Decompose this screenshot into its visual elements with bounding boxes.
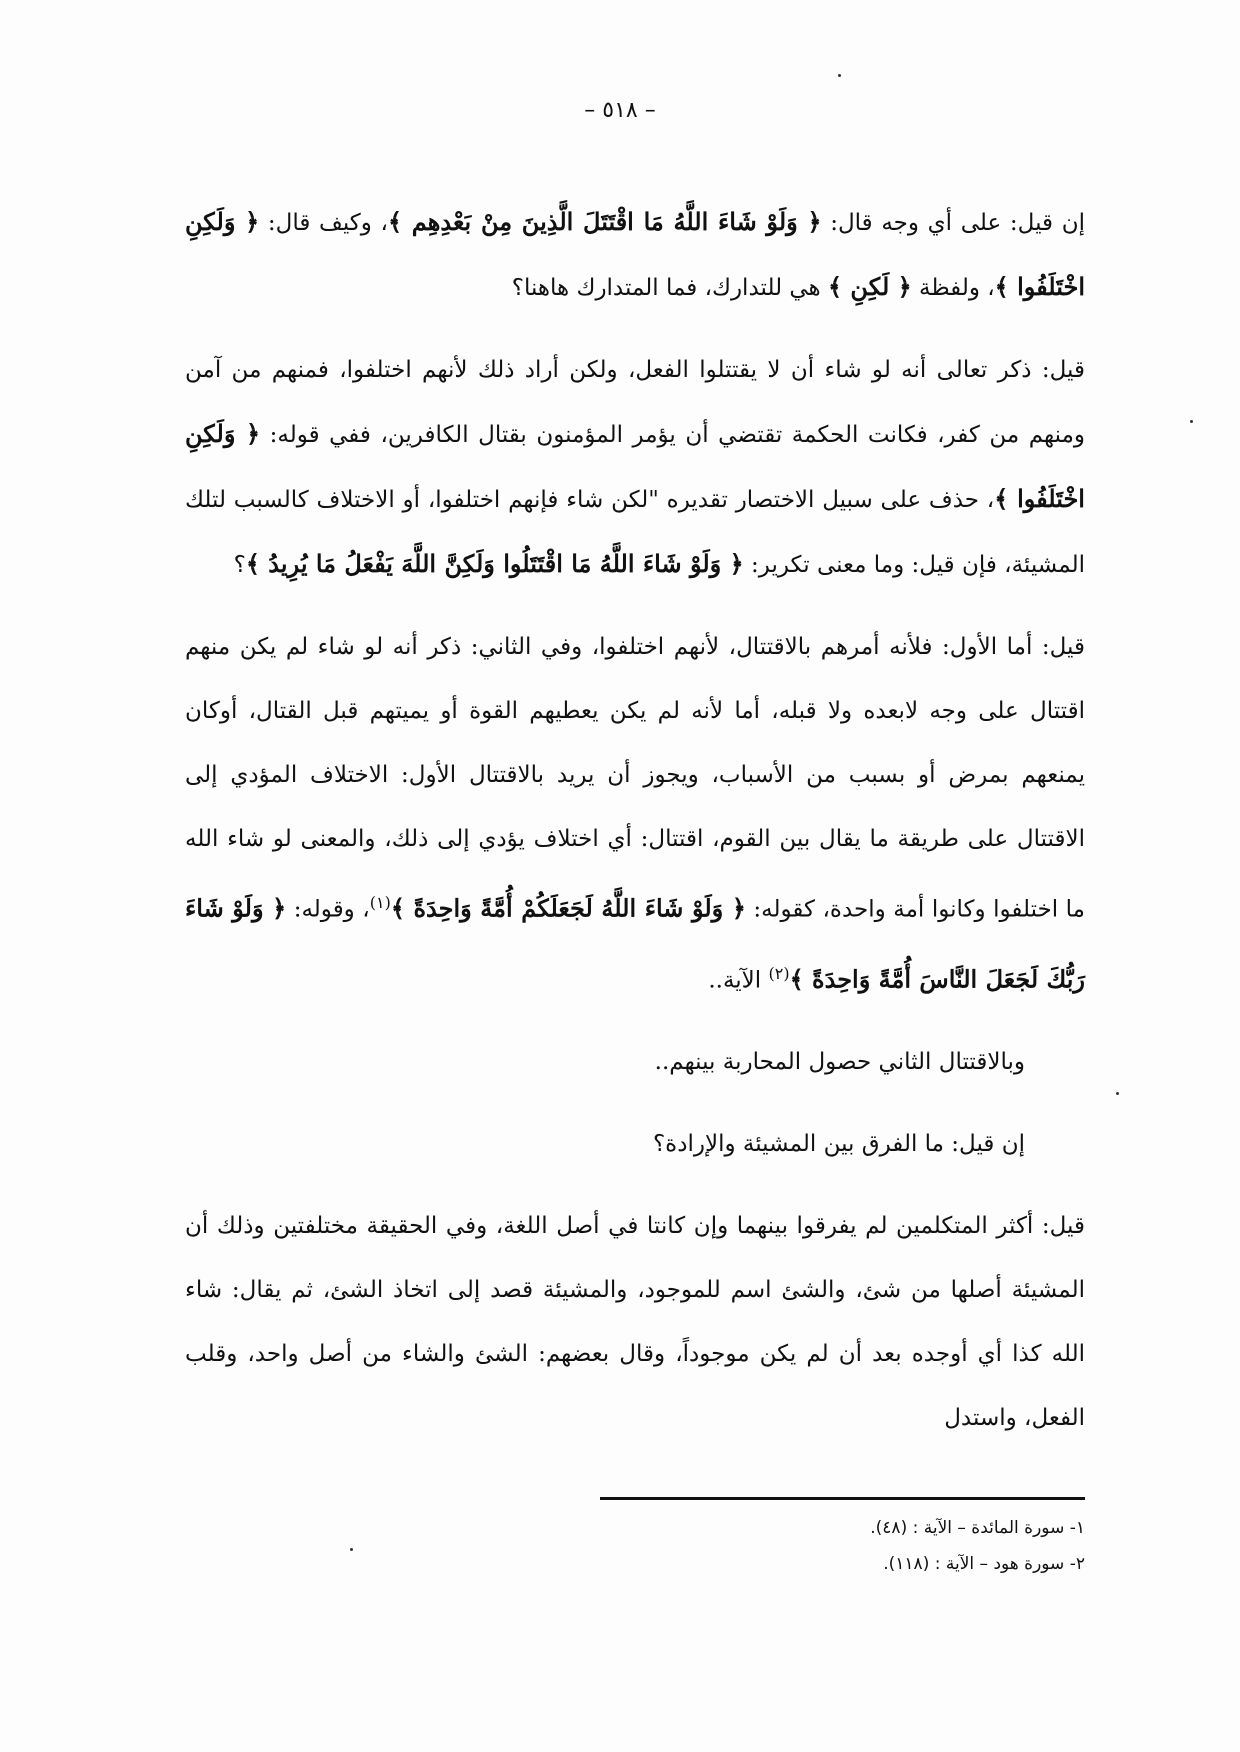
quran-verse: ﴿ لَكِنِ ﴾ [828,272,912,301]
footnote-divider [600,1497,1085,1500]
text-segment: ، ولفظة [911,275,995,301]
footnote-2: ٢- سورة هود – الآية : (١١٨). [883,1554,1085,1574]
quran-verse: ﴿ وَلَكِنِ اخْتَلَفُوا ﴾ [185,419,1085,513]
text-segment: هي للتدارك، فما المتدارك هاهنا؟ [511,275,828,301]
text-segment: الآية.. [708,967,769,994]
paragraph-4 [185,1030,1085,1094]
paragraph-2 [185,338,1085,597]
footnote-1: ١- سورة المائدة – الآية : (٤٨). [870,1518,1085,1538]
paragraph-5 [185,1112,1085,1176]
quran-verse: ﴿ وَلَوْ شَاءَ اللَّهُ لَجَعَلَكُمْ أُمَّةً وَاحِدَةً ﴾ [390,893,746,923]
scan-speck [1190,420,1193,423]
text-segment: ، حذف على سبيل الاختصار تقديره "لكن شاء فإنهم اختلفوا، أو الاختلاف كالسبب لتلك المشيئة، فإن قيل: وما معنى تكرير: [185,487,1085,578]
text-segment: ؟ [233,552,246,578]
scan-speck [838,74,841,77]
paragraph-6 [185,1194,1085,1450]
quran-verse: ﴿ وَلَوْ شَاءَ اللَّهُ مَا اقْتَتَلُوا وَلَكِنَّ اللَّهَ يَفْعَلُ مَا يُرِيدُ ﴾ [245,549,744,578]
footnotes [600,1510,1085,1582]
quran-verse: ﴿ وَلَوْ شَاءَ رَبُّكَ لَجَعَلَ النَّاسَ أُمَّةً وَاحِدَةً ﴾ [185,893,1085,994]
quran-verse: ﴿ وَلَوْ شَاءَ اللَّهُ مَا اقْتَتَلَ الَّذِينَ مِنْ بَعْدِهِم ﴾ [387,207,822,236]
quran-verse: ﴿ وَلَكِنِ اخْتَلَفُوا ﴾ [185,207,1085,301]
page-number: – ٥١٨ – [584,98,656,123]
text-segment: إن قيل: على أي وجه قال: [821,210,1085,236]
paragraph-3 [185,615,1085,1012]
text-segment: ، وقوله: [286,896,370,923]
footnote-marker[interactable]: (٢) [768,963,790,983]
scan-speck [1116,1092,1119,1095]
scan-speck [350,1548,353,1551]
body-text [185,190,1085,1450]
paragraph-1 [185,190,1085,320]
footnote-marker[interactable]: (١) [369,893,391,912]
text-segment: وبالاقتتال الثاني حصول المحاربة بينهم.. [654,1049,1025,1076]
text-segment: إن قيل: ما الفرق بين المشيئة والإرادة؟ [652,1131,1025,1158]
text-segment: ، وكيف قال: [259,210,388,236]
text-segment: قيل: أما الأول: فلأنه أمرهم بالاقتتال، لأنهم اختلفوا، وفي الثاني: ذكر أنه لو شاء لم يكن منهم اقتتال على وجه لابعده ولا قبله، أما لأنه لم يكن يعطيهم القوة أو يميتهم قبل القتال، أوكان يمنعهم بمرض أو بسبب من الأسباب، ويجوز أن يريد بالاقتتال الأول: الاختلاف المؤدي إلى الاقتتال على طريقة ما يقال بين القوم، اقتتال: أي اختلاف يؤدي إلى ذلك، والمعنى لو شاء الله ما اختلفوا وكانوا أمة واحدة، كقوله: [185,634,1086,923]
text-segment: قيل: أكثر المتكلمين لم يفرقوا بينهما وإن كانتا في أصل اللغة، وفي الحقيقة مختلفتين وذلك أن المشيئة أصلها من شئ، والشئ اسم للموجود، والمشيئة قصد إلى اتخاذ الشئ، ثم يقال: شاء الله كذا أي أوجده بعد أن لم يكن موجوداً، وقال بعضهم: الشئ والشاء من أصل واحد، وقلب الفعل، واستدل [185,1213,1085,1432]
text-segment: قيل: ذكر تعالى أنه لو شاء أن لا يقتتلوا الفعل، ولكن أراد ذلك لأنهم اختلفوا، فمنهم من آمن ومنهم من كفر، فكانت الحكمة تقتضي أن يؤمر المؤمنون بقتال الكافرين، ففي قوله: [185,357,1085,448]
